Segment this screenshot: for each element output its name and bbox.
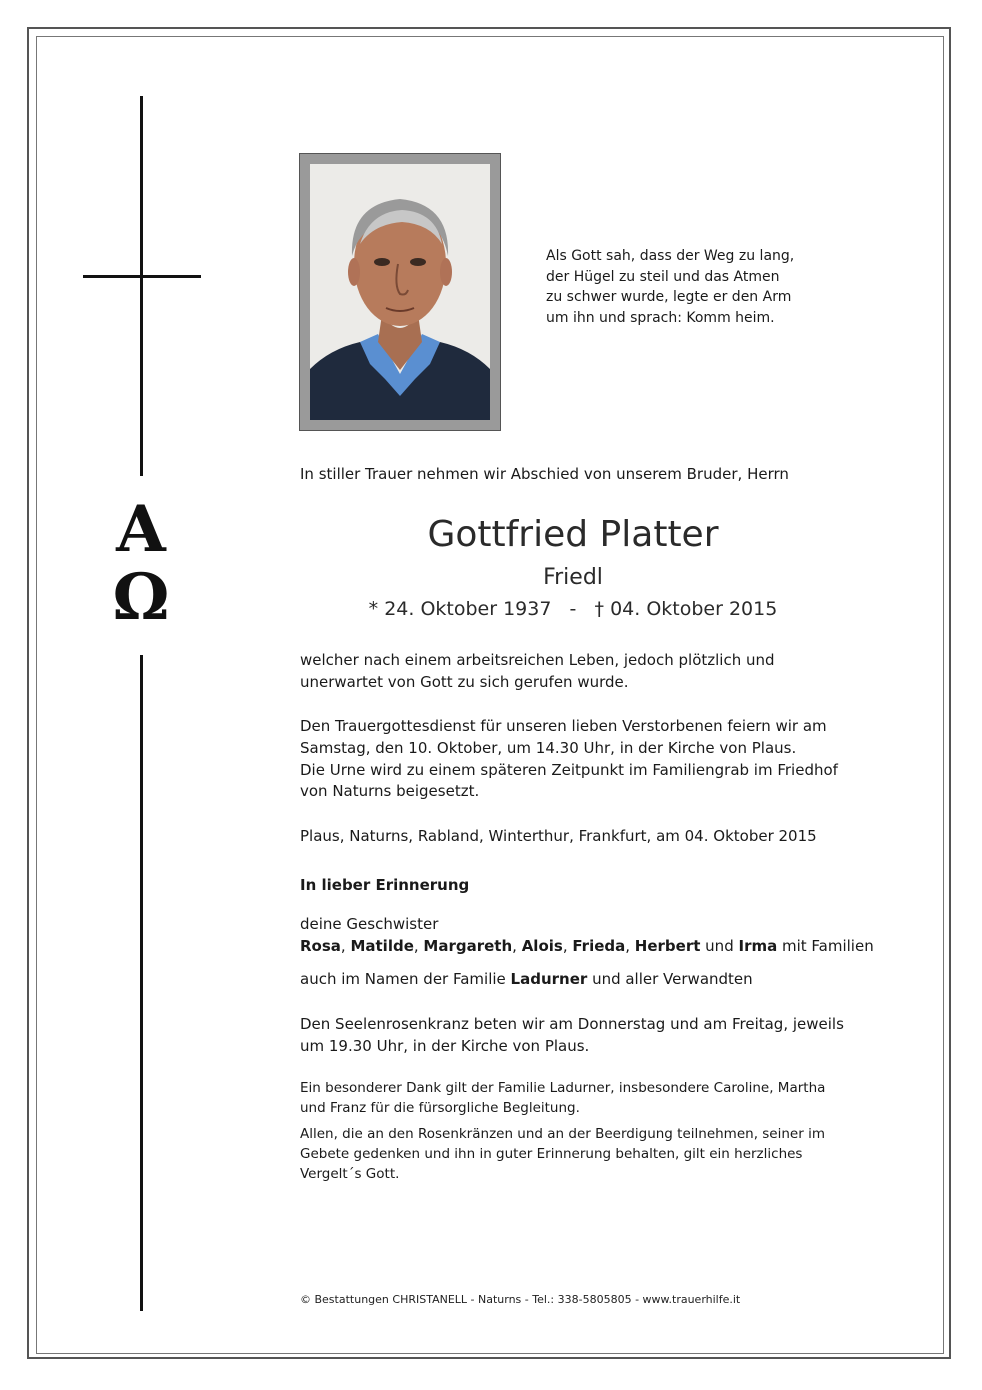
cross-horizontal-beam	[83, 275, 201, 278]
service-paragraph	[300, 716, 847, 803]
family-pre: auch im Namen der Familie	[300, 970, 511, 988]
separator: ,	[562, 937, 573, 955]
gratitude-paragraph: Allen, die an den Rosenkränzen und an der Beerdigung teilnehmen, seiner im Gebete gedenken und ihn in guter Erinnerung behalten, gilt ein herzliches Vergelt´s Gott.	[300, 1126, 825, 1182]
separator: und	[700, 937, 739, 955]
deceased-nickname: Friedl	[543, 565, 603, 590]
separator: ,	[413, 937, 424, 955]
sibling-name: Frieda	[572, 937, 626, 955]
quote-line: zu schwer wurde, legte er den Arm	[546, 289, 792, 305]
death-announcement-paragraph: welcher nach einem arbeitsreichen Leben, jedoch plötzlich und unerwartet von Gott zu sich gerufen wurde.	[300, 651, 775, 691]
sibling-name: Matilde	[350, 937, 414, 955]
memory-heading: In lieber Erinnerung	[300, 876, 470, 894]
sibling-name: Alois	[521, 937, 563, 955]
separator: ,	[340, 937, 351, 955]
urn-burial-text: Die Urne wird zu einem späteren Zeitpunkt im Familiengrab im Friedhof von Naturns beigesetzt.	[300, 760, 838, 801]
family-name: Ladurner	[510, 970, 588, 988]
cross-vertical-beam	[140, 96, 143, 476]
portrait-illustration	[310, 164, 490, 420]
sibling-name: Herbert	[634, 937, 701, 955]
cross-lower-beam	[140, 655, 143, 1311]
sibling-name: Margareth	[423, 937, 513, 955]
thanks-paragraph: Ein besonderer Dank gilt der Familie Ladurner, insbesondere Caroline, Martha und Franz für die fürsorgliche Begleitung.	[300, 1080, 826, 1116]
family-line	[300, 968, 847, 990]
rosary-paragraph: Den Seelenrosenkranz beten wir am Donnerstag und am Freitag, jeweils um 19.30 Uhr, in der Kirche von Plaus.	[300, 1015, 844, 1055]
undertaker-footer: © Bestattungen CHRISTANELL - Naturns - Tel.: 338-5805805 - www.trauerhilfe.it	[300, 1293, 741, 1306]
quote-line: Als Gott sah, dass der Weg zu lang,	[546, 248, 795, 264]
portrait-photo	[310, 164, 490, 420]
places-date-line: Plaus, Naturns, Rabland, Winterthur, Frankfurt, am 04. Oktober 2015	[300, 827, 817, 845]
family-post: und aller Verwandten	[587, 970, 753, 988]
funeral-mass-text: Den Trauergottesdienst für unseren lieben Verstorbenen feiern wir am Samstag, den 10. Oktober, um 14.30 Uhr, in der Kirche von Plaus.	[300, 717, 827, 757]
separator: ,	[625, 937, 635, 955]
siblings-tail: mit Familien	[777, 937, 874, 955]
siblings-names	[300, 935, 874, 957]
deceased-name: Gottfried Platter	[427, 514, 719, 555]
memorial-quote	[546, 246, 806, 328]
quote-line: um ihn und sprach: Komm heim.	[546, 309, 775, 326]
alpha-symbol: Α	[116, 492, 166, 567]
quote-line: der Hügel zu steil und das Atmen	[546, 268, 780, 285]
omega-symbol: Ω	[112, 560, 170, 635]
sibling-name: Irma	[738, 937, 778, 955]
portrait-frame	[299, 153, 501, 431]
life-dates: * 24. Oktober 1937 - † 04. Oktober 2015	[368, 598, 778, 620]
separator: ,	[512, 937, 522, 955]
siblings-title: deine Geschwister	[300, 915, 439, 933]
sibling-name: Rosa	[300, 937, 341, 955]
intro-text: In stiller Trauer nehmen wir Abschied von unserem Bruder, Herrn	[300, 465, 789, 483]
